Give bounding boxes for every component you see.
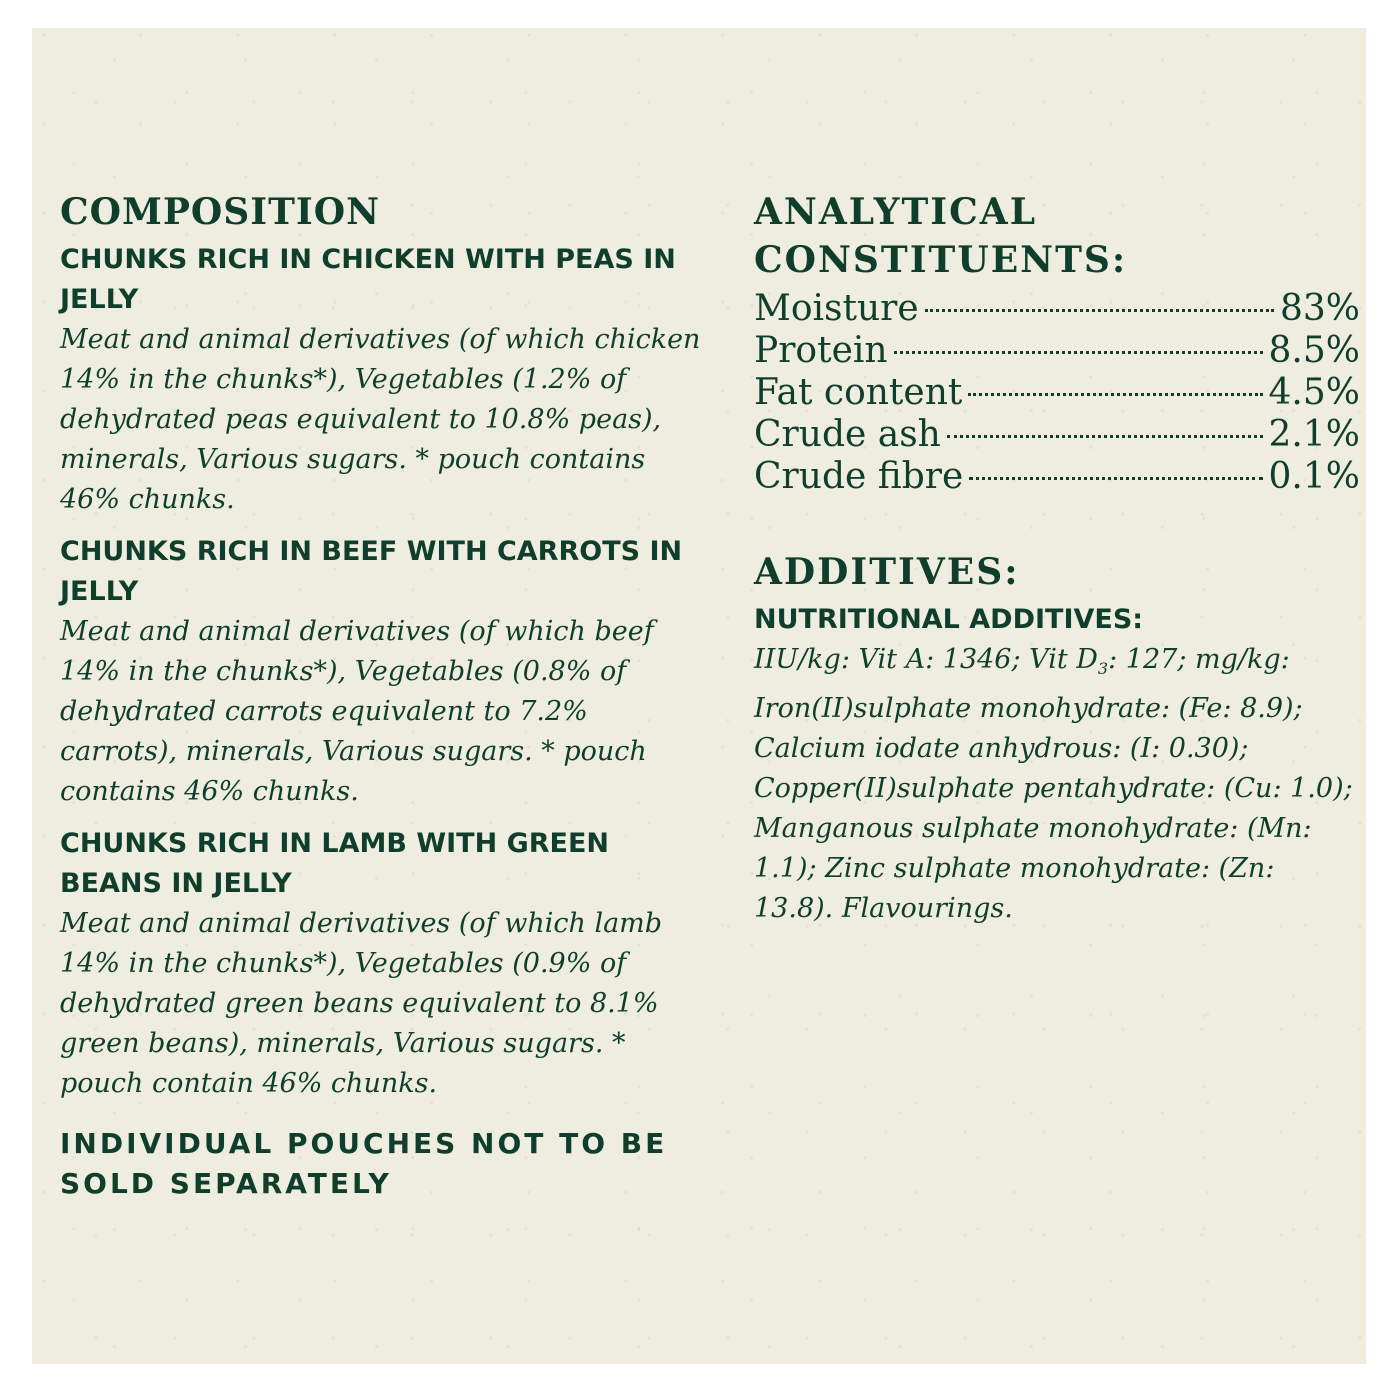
dot-leader [969, 477, 1262, 480]
subscript-three: 3 [1097, 659, 1109, 678]
dot-leader [968, 393, 1262, 396]
constituent-value: 0.1% [1268, 456, 1360, 497]
constituent-value: 2.1% [1268, 414, 1360, 455]
constituent-value: 8.5% [1268, 330, 1360, 371]
constituent-label: Moisture [754, 288, 919, 329]
analytical-row-ash [754, 414, 1360, 456]
analytical-row-protein [754, 330, 1360, 372]
product-title: CHUNKS RICH IN BEEF WITH CARROTS IN JELLY [60, 536, 683, 607]
product-ingredients: Meat and animal derivatives (of which chicken 14% in the chunks*), Vegetables (1.2% of dehydrated peas equivalent to 10.8% peas), minerals, Various sugars. * pouch contains 46% chunks. [60, 324, 701, 515]
constituent-value: 4.5% [1268, 372, 1360, 413]
additives-text-part: IIU/kg: Vit A: 1346; Vit D [754, 644, 1098, 675]
product-lamb [60, 824, 720, 1104]
dot-leader [947, 435, 1263, 438]
sale-notice: INDIVIDUAL POUCHES NOT TO BE SOLD SEPARATELY [60, 1127, 668, 1200]
product-title: CHUNKS RICH IN CHICKEN WITH PEAS IN JELLY [60, 244, 676, 315]
dot-leader [894, 351, 1263, 354]
constituent-label: Crude fibre [754, 456, 964, 497]
constituent-label: Fat content [754, 372, 963, 413]
additives-section [754, 548, 1360, 929]
analytical-title: ANALYTICAL CONSTITUENTS: [754, 191, 1128, 281]
product-ingredients: Meat and animal derivatives (of which beef 14% in the chunks*), Vegetables (0.8% of dehydrated carrots equivalent to 7.2% carrots), minerals, Various sugars. * pouch contains 46% chunks. [60, 616, 654, 807]
composition-title: COMPOSITION [60, 191, 381, 233]
additives-text-part: : 127; mg/kg: Iron(II)sulphate monohydrate: (Fe: 8.9); Calcium iodate anhydrous: (I: 0.30); Copper(II)sulphate pentahydrate: (Cu: 1.0); Manganous sulphate monohydrate: (Mn: 1.1); Zinc sulphate monohydrate: (Zn: 13.8). Flavourings. [754, 644, 1353, 924]
product-title: CHUNKS RICH IN LAMB WITH GREEN BEANS IN JELLY [60, 828, 610, 899]
constituent-value: 83% [1279, 288, 1360, 329]
composition-column [60, 188, 720, 1204]
analytical-row-moisture [754, 288, 1360, 330]
product-ingredients: Meat and animal derivatives (of which lamb 14% in the chunks*), Vegetables (0.9% of dehydrated green beans equivalent to 8.1% green beans), minerals, Various sugars. * pouch contain 46% chunks. [60, 908, 663, 1099]
dot-leader [925, 309, 1274, 312]
additives-title: ADDITIVES: [754, 551, 1020, 593]
analytical-column [754, 188, 1360, 929]
nutritional-additives-text [754, 640, 1360, 929]
product-chicken [60, 240, 720, 520]
constituent-label: Protein [754, 330, 888, 371]
constituent-label: Crude ash [754, 414, 941, 455]
analytical-row-fat [754, 372, 1360, 414]
analytical-row-fibre [754, 456, 1360, 498]
product-beef [60, 532, 720, 812]
nutritional-additives-title: NUTRITIONAL ADDITIVES: [754, 604, 1144, 635]
analytical-table [754, 288, 1360, 498]
